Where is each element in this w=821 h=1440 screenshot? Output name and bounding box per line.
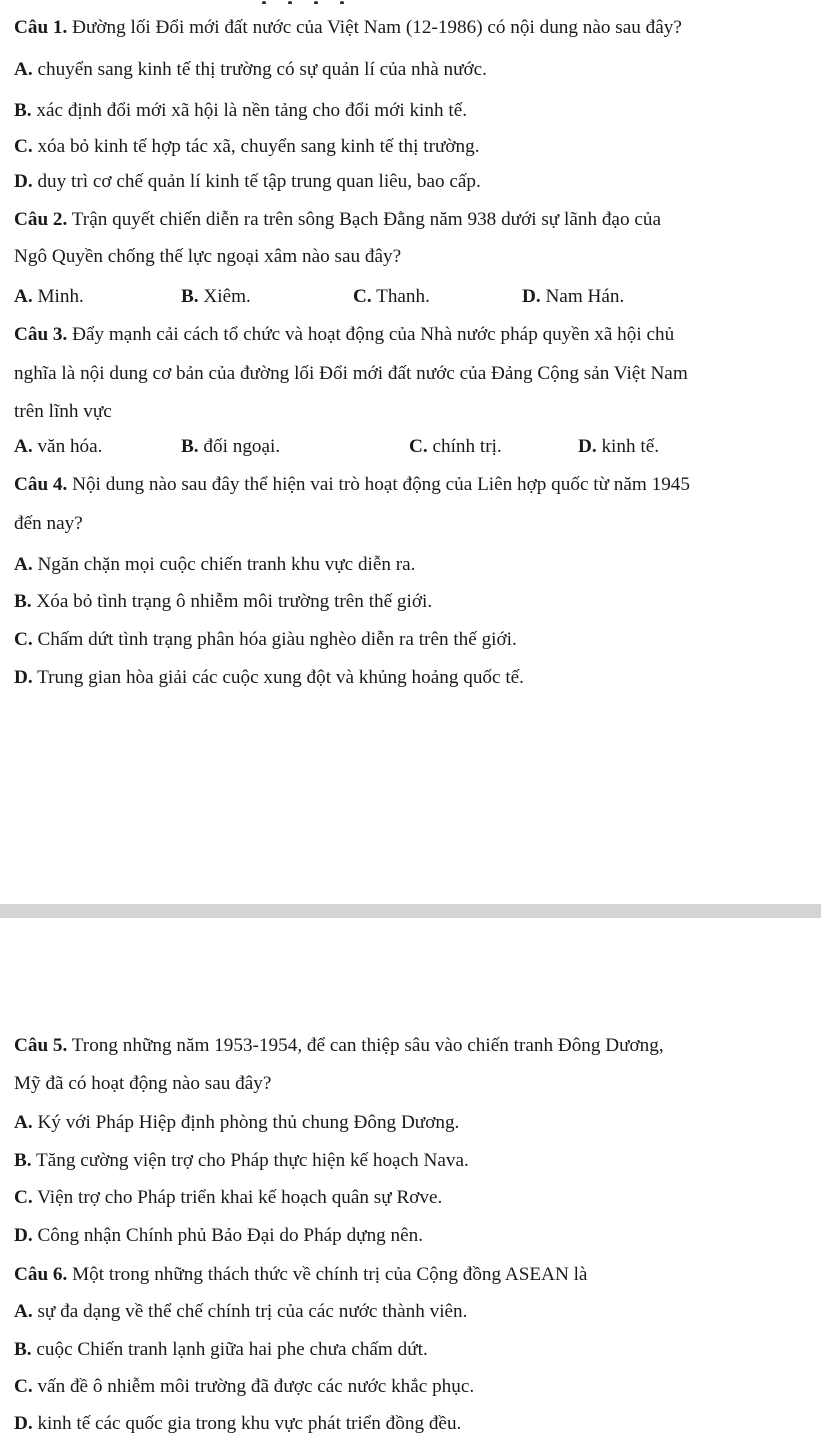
- q1-text: Đường lối Đổi mới đất nước của Việt Nam (12-1986) có nội dung nào sau đây?: [67, 17, 682, 38]
- q4-option-c: [14, 628, 517, 652]
- q2-option-a-label: A.: [14, 286, 33, 307]
- q4-option-a: [14, 553, 415, 577]
- q2-option-a-text: Minh.: [32, 286, 84, 307]
- q6-option-b-text: cuộc Chiến tranh lạnh giữa hai phe chưa chấm dứt.: [31, 1339, 428, 1360]
- q3-text-line1: Đẩy mạnh cải cách tổ chức và hoạt động của Nhà nước pháp quyền xã hội chủ: [67, 324, 675, 345]
- q1-number: Câu 1.: [14, 17, 68, 38]
- q4-option-c-text: Chấm dứt tình trạng phân hóa giàu nghèo diễn ra trên thế giới.: [32, 629, 517, 650]
- q3-option-d: [578, 435, 659, 459]
- q1-option-a: [14, 58, 487, 82]
- q6-option-a: [14, 1300, 467, 1324]
- q6-option-c: [14, 1375, 474, 1399]
- q6-option-b: [14, 1338, 428, 1362]
- q3-option-c-label: C.: [409, 436, 428, 457]
- q6-option-c-text: vấn đề ô nhiễm môi trường đã được các nước khắc phục.: [32, 1376, 475, 1397]
- page-separator: [0, 904, 821, 918]
- q1-stem: [14, 16, 682, 40]
- q4-option-a-text: Ngăn chặn mọi cuộc chiến tranh khu vực diễn ra.: [32, 554, 416, 575]
- q2-number: Câu 2.: [14, 209, 68, 230]
- q5-number: Câu 5.: [14, 1035, 68, 1056]
- q5-stem-line2: Mỹ đã có hoạt động nào sau đây?: [14, 1073, 272, 1094]
- q1-option-a-text: chuyển sang kinh tế thị trường có sự quản lí của nhà nước.: [32, 59, 487, 80]
- q5-option-c: [14, 1186, 442, 1210]
- q2-text-line1: Trận quyết chiến diễn ra trên sông Bạch Đằng năm 938 dưới sự lãnh đạo của: [67, 209, 661, 230]
- q1-option-d: [14, 170, 481, 194]
- q6-option-a-text: sự đa dạng về thể chế chính trị của các nước thành viên.: [32, 1301, 468, 1322]
- q6-option-a-label: A.: [14, 1301, 33, 1322]
- q6-option-b-label: B.: [14, 1339, 32, 1360]
- q3-options: [14, 435, 814, 459]
- q2-option-c-text: Thanh.: [371, 286, 430, 307]
- page-bottom: [0, 918, 821, 1440]
- q4-option-b-text: Xóa bỏ tình trạng ô nhiễm môi trường trên thế giới.: [31, 591, 433, 612]
- q4-option-d-text: Trung gian hòa giải các cuộc xung đột và khủng hoảng quốc tế.: [32, 667, 524, 688]
- q3-option-b-label: B.: [181, 436, 199, 457]
- q2-option-c-label: C.: [353, 286, 372, 307]
- q2-option-b: [181, 285, 251, 309]
- q3-option-d-label: D.: [578, 436, 597, 457]
- q5-option-c-text: Viện trợ cho Pháp triển khai kế hoạch quân sự Rơve.: [32, 1187, 443, 1208]
- q2-option-b-label: B.: [181, 286, 199, 307]
- q1-option-b: [14, 99, 467, 123]
- q3-stem-line1: [14, 323, 674, 347]
- q1-option-a-label: A.: [14, 59, 33, 80]
- q3-option-c-text: chính trị.: [427, 436, 502, 457]
- q5-text-line1: Trong những năm 1953-1954, để can thiệp sâu vào chiến tranh Đông Dương,: [67, 1035, 664, 1056]
- q3-option-a-text: văn hóa.: [32, 436, 103, 457]
- q6-stem: [14, 1263, 587, 1287]
- q4-option-b-label: B.: [14, 591, 32, 612]
- q3-option-b: [181, 435, 280, 459]
- q5-option-d-label: D.: [14, 1225, 33, 1246]
- q4-text-line1: Nội dung nào sau đây thể hiện vai trò hoạt động của Liên hợp quốc từ năm 1945: [67, 474, 690, 495]
- q4-option-c-label: C.: [14, 629, 33, 650]
- q6-option-d: [14, 1412, 461, 1436]
- q5-option-b: [14, 1149, 469, 1173]
- q2-option-b-text: Xiêm.: [198, 286, 251, 307]
- q3-option-d-text: kinh tế.: [596, 436, 660, 457]
- q6-text: Một trong những thách thức về chính trị của Cộng đồng ASEAN là: [67, 1264, 588, 1285]
- q1-option-b-text: xác định đổi mới xã hội là nền tảng cho đổi mới kinh tế.: [31, 100, 468, 121]
- q2-option-a: [14, 285, 84, 309]
- q2-options: [14, 285, 814, 309]
- q2-stem-line1: [14, 208, 661, 232]
- q6-option-d-text: kinh tế các quốc gia trong khu vực phát triển đồng đều.: [32, 1413, 462, 1434]
- q3-option-c: [409, 435, 502, 459]
- q4-option-d: [14, 666, 524, 690]
- q3-stem-line2: nghĩa là nội dung cơ bản của đường lối Đổi mới đất nước của Đảng Cộng sản Việt Nam: [14, 363, 688, 384]
- q2-stem-line2: Ngô Quyền chống thế lực ngoại xâm nào sau đây?: [14, 246, 402, 267]
- q6-option-c-label: C.: [14, 1376, 33, 1397]
- q2-option-d-text: Nam Hán.: [540, 286, 625, 307]
- q6-number: Câu 6.: [14, 1264, 68, 1285]
- q2-option-c: [353, 285, 430, 309]
- q4-stem-line1: [14, 473, 690, 497]
- q3-option-a: [14, 435, 102, 459]
- q4-option-b: [14, 590, 432, 614]
- q1-option-c: [14, 135, 480, 159]
- q5-option-a: [14, 1111, 459, 1135]
- q4-option-d-label: D.: [14, 667, 33, 688]
- q5-option-c-label: C.: [14, 1187, 33, 1208]
- q5-option-d: [14, 1224, 423, 1248]
- q2-option-d-label: D.: [522, 286, 541, 307]
- cropped-previous-line: [262, 0, 412, 4]
- q2-option-d: [522, 285, 624, 309]
- q1-option-d-label: D.: [14, 171, 33, 192]
- q3-number: Câu 3.: [14, 324, 68, 345]
- q4-stem-line2: đến nay?: [14, 513, 83, 534]
- q1-option-c-label: C.: [14, 136, 33, 157]
- q5-option-d-text: Công nhận Chính phủ Bảo Đại do Pháp dựng nên.: [32, 1225, 424, 1246]
- q5-option-b-text: Tăng cường viện trợ cho Pháp thực hiện kế hoạch Nava.: [31, 1150, 469, 1171]
- q5-option-a-label: A.: [14, 1112, 33, 1133]
- q3-option-b-text: đối ngoại.: [198, 436, 281, 457]
- q3-stem-line3: trên lĩnh vực: [14, 401, 112, 422]
- q5-option-a-text: Ký với Pháp Hiệp định phòng thủ chung Đông Dương.: [32, 1112, 460, 1133]
- q1-option-d-text: duy trì cơ chế quản lí kinh tế tập trung quan liêu, bao cấp.: [32, 171, 481, 192]
- q4-option-a-label: A.: [14, 554, 33, 575]
- q3-option-a-label: A.: [14, 436, 33, 457]
- q6-option-d-label: D.: [14, 1413, 33, 1434]
- q5-option-b-label: B.: [14, 1150, 32, 1171]
- q5-stem-line1: [14, 1034, 664, 1058]
- q4-number: Câu 4.: [14, 474, 68, 495]
- q1-option-b-label: B.: [14, 100, 32, 121]
- q1-option-c-text: xóa bỏ kinh tế hợp tác xã, chuyển sang kinh tế thị trường.: [32, 136, 480, 157]
